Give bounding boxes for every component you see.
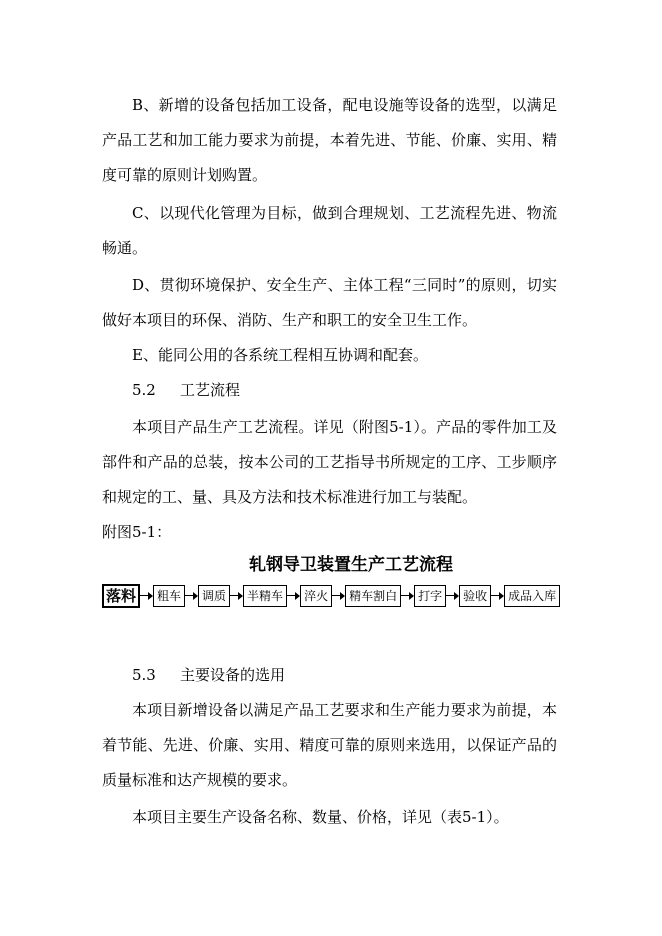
arrow-right-icon	[185, 591, 198, 601]
flow-step-warehousing: 成品入库	[504, 585, 560, 607]
section-5-3-number: 5.3	[132, 666, 156, 684]
flow-step-hardening: 淬火	[300, 585, 332, 607]
arrow-right-icon	[140, 591, 153, 601]
figure-label: 附图5-1：	[102, 523, 172, 541]
section-5-3-body-1: 本项目新增设备以满足产品工艺要求和生产能力要求为前提，本着节能、先进、价廉、实用、精度可靠的原则来选用，以保证产品的质量标准和达产规模的要求。	[102, 701, 557, 789]
section-5-2-title: 工艺流程	[180, 381, 241, 399]
paragraph-c: C、以现代化管理为目标，做到合理规划、工艺流程先进、物流畅通。	[102, 204, 557, 257]
section-5-2-heading	[132, 373, 240, 408]
arrow-right-icon	[446, 591, 459, 601]
arrow-right-icon	[287, 591, 300, 601]
flow-step-semi-finish-turning: 半精车	[243, 585, 287, 607]
flow-step-blanking: 落料	[102, 584, 140, 608]
flow-step-quench-temper: 调质	[198, 585, 230, 607]
process-flowchart	[102, 584, 560, 608]
section-5-2-body: 本项目产品生产工艺流程。详见（附图5-1）。产品的零件加工及部件和产品的总装，按本公司的工艺指导书所规定的工序、工步顺序和规定的工、量、具及方法和技术标准进行加工与装配。	[102, 418, 557, 506]
section-5-2-number: 5.2	[132, 381, 156, 399]
flow-step-inspection: 验收	[459, 585, 491, 607]
flow-step-finish-turning: 精车割白	[345, 585, 401, 607]
flow-step-rough-turning: 粗车	[153, 585, 185, 607]
paragraph-b: B、新增的设备包括加工设备，配电设施等设备的选型，以满足产品工艺和加工能力要求为前提，本着先进、节能、价廉、实用、精度可靠的原则计划购置。	[102, 96, 557, 184]
arrow-right-icon	[491, 591, 504, 601]
paragraph-e: E、能同公用的各系统工程相互协调和配套。	[132, 346, 428, 364]
flow-step-marking: 打字	[414, 585, 446, 607]
paragraph-d: D、贯彻环境保护、安全生产、主体工程“三同时”的原则，切实做好本项目的环保、消防、生产和职工的安全卫生工作。	[102, 276, 557, 329]
arrow-right-icon	[230, 591, 243, 601]
section-5-3-title: 主要设备的选用	[180, 666, 286, 684]
arrow-right-icon	[401, 591, 414, 601]
section-5-3-body-2: 本项目主要生产设备名称、数量、价格，详见（表5-1）。	[132, 808, 509, 826]
flowchart-title: 轧钢导卫装置生产工艺流程	[249, 555, 453, 575]
section-5-3-heading	[132, 658, 285, 693]
arrow-right-icon	[332, 591, 345, 601]
